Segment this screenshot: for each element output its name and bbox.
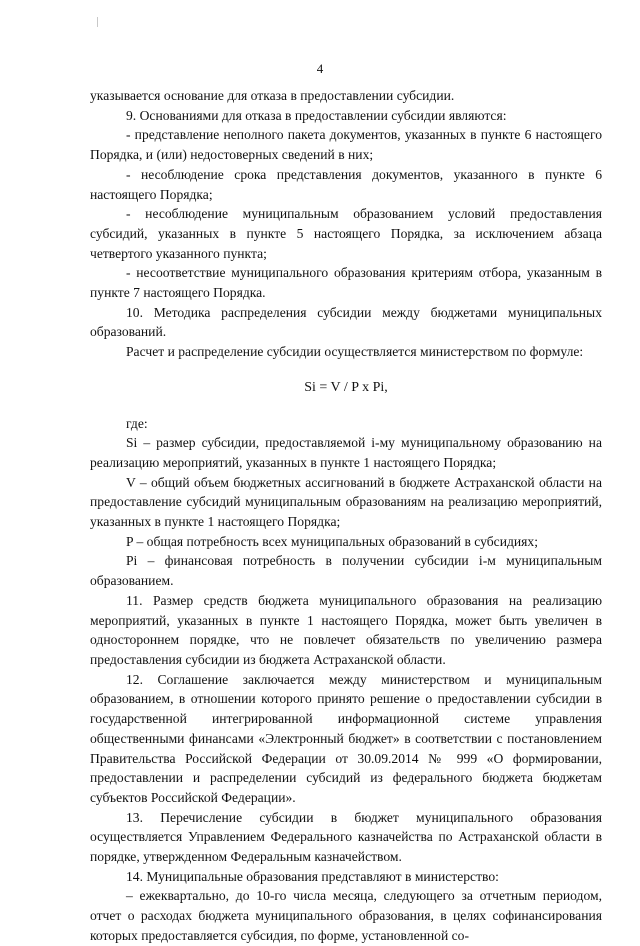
definition: Pi – финансовая потребность в получении субсидии i-м муниципальным образованием. xyxy=(90,553,602,589)
paragraph: - несоблюдение срока представления документов, указанного в пункте 6 настоящего Порядка; xyxy=(90,166,602,202)
definition: Si – размер субсидии, предоставляемой i-му муниципальному образованию на реализацию мероприятий, указанных в пункте 1 настоящего Порядка; xyxy=(90,435,602,470)
paragraph: 13. Перечисление субсидии в бюджет муниципального образования осуществляется Управлением Федерального казначейства по Астраханской области в порядке, утвержденном Федеральным казначейством. xyxy=(90,809,602,865)
paragraph: 9. Основаниями для отказа в предоставлении субсидии являются: xyxy=(126,107,507,123)
paragraph: – ежеквартально, до 10-го числа месяца, следующего за отчетным периодом, отчет о расходах бюджета муниципального образования, в целях софинансирования которых предоставляется субсидия, по форме, установленной со- xyxy=(90,888,602,943)
page-number: 4 xyxy=(316,61,324,76)
where-label: где: xyxy=(126,415,148,431)
paragraph: 10. Методика распределения субсидии между бюджетами муниципальных образований. xyxy=(90,304,602,340)
definition: V – общий объем бюджетных ассигнований в бюджете Астраханской области на предоставление субсидий муниципальным образованиям на реализацию мероприятий, указанных в пункте 1 настоящего Порядка; xyxy=(90,474,602,530)
paragraph: 11. Размер средств бюджета муниципального образования на реализацию мероприятий, указанных в пункте 1 настоящего Порядка, может быть увеличен в одностороннем порядке, что не повлечет обязательств по увеличению размера предоставления субсидии из бюджета Астраханской области. xyxy=(90,592,602,667)
scan-mark xyxy=(97,17,98,27)
definition: P – общая потребность всех муниципальных образований в субсидиях; xyxy=(126,533,539,549)
formula: Si = V / P x Pi, xyxy=(304,379,388,395)
paragraph: - несоблюдение муниципальным образованием условий предоставления субсидий, указанных в пункте 5 настоящего Порядка, за исключением абзаца четвертого указанного пункта; xyxy=(90,206,602,261)
paragraph: Расчет и распределение субсидии осуществляется министерством по формуле: xyxy=(126,344,584,360)
paragraph: - представление неполного пакета документов, указанных в пункте 6 настоящего Порядка, и (или) недостоверных сведений в них; xyxy=(90,127,602,163)
paragraph: - несоответствие муниципального образования критериям отбора, указанным в пункте 7 настоящего Порядка. xyxy=(90,265,602,301)
paragraph: 12. Соглашение заключается между министерством и муниципальным образованием, в отношении которого принято решение о предоставлении субсидии в государственной интегрированной информационной системе управления общественными финансами «Электронный бюджет» в соответствии с постановлением Правительства Российской Федерации от 30.09.2014 № 999 «О формировании, предоставлении и распределении субсидий из федерального бюджета бюджетам субъектов Российской Федерации». xyxy=(90,671,602,805)
paragraph: 14. Муниципальные образования представляют в министерство: xyxy=(126,868,499,884)
document-body xyxy=(90,86,602,946)
paragraph: указывается основание для отказа в предоставлении субсидии. xyxy=(90,88,455,103)
